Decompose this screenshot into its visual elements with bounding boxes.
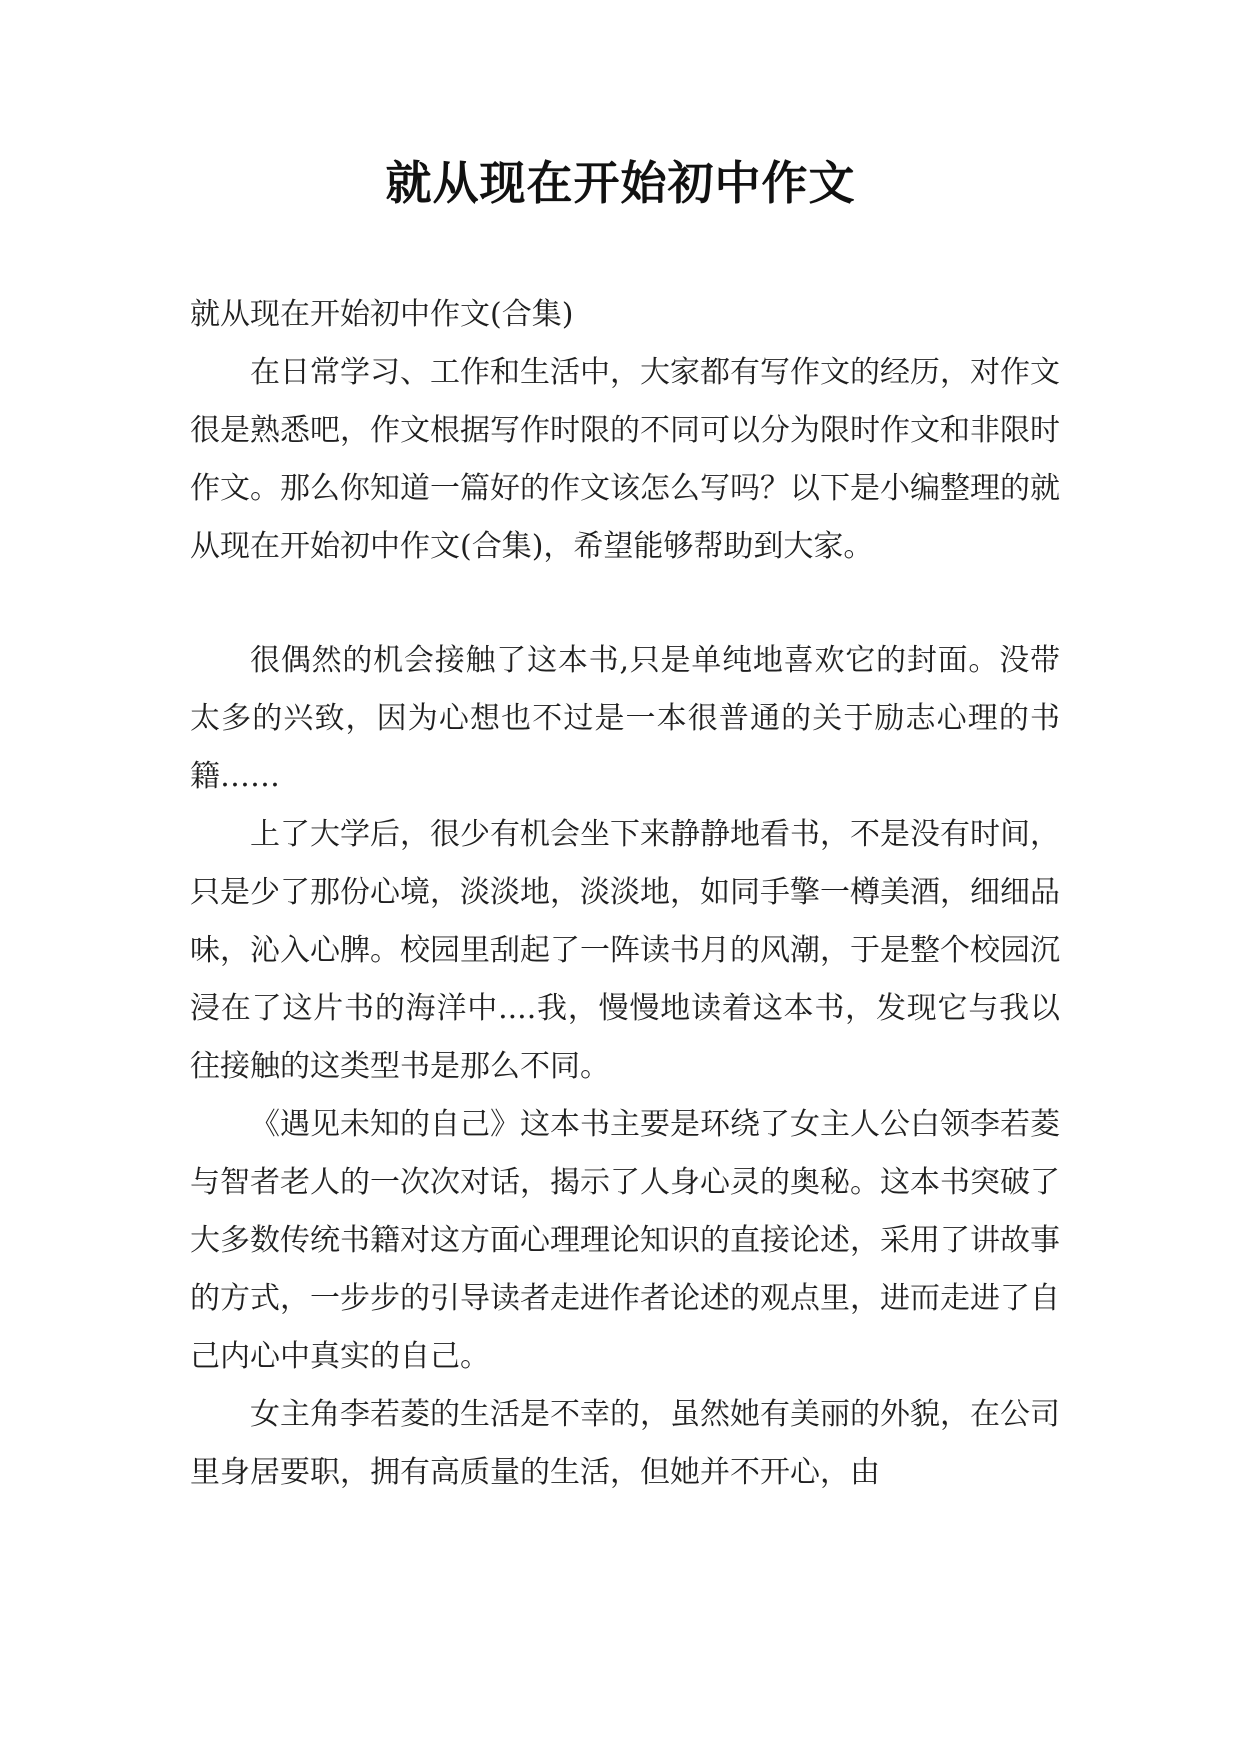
intro-paragraph: 在日常学习、工作和生活中，大家都有写作文的经历，对作文很是熟悉吧，作文根据写作时限的不同可以分为限时作文和非限时作文。那么你知道一篇好的作文该怎么写吗？以下是小编整理的就从现在开始初中作文(合集)，希望能够帮助到大家。 (190, 355, 1060, 564)
document-subtitle: 就从现在开始初中作文(合集) (190, 297, 574, 332)
document-title: 就从现在开始初中作文 (385, 156, 856, 210)
paragraph-spacer (190, 576, 1060, 632)
document-body (190, 286, 1060, 1502)
body-paragraph-3: 《遇见未知的自己》这本书主要是环绕了女主人公白领李若菱与智者老人的一次次对话，揭示了人身心灵的奥秘。这本书突破了大多数传统书籍对这方面心理理论知识的直接论述，采用了讲故事的方式，一步步的引导读者走进作者论述的观点里，进而走进了自己内心中真实的自己。 (190, 1107, 1060, 1374)
body-paragraph-4: 女主角李若菱的生活是不幸的，虽然她有美丽的外貌，在公司里身居要职，拥有高质量的生活，但她并不开心，由 (190, 1397, 1060, 1490)
body-paragraph-1: 很偶然的机会接触了这本书,只是单纯地喜欢它的封面。没带太多的兴致，因为心想也不过是一本很普通的关于励志心理的书籍…… (190, 643, 1060, 794)
body-paragraph-2: 上了大学后，很少有机会坐下来静静地看书，不是没有时间，只是少了那份心境，淡淡地，淡淡地，如同手擎一樽美酒，细细品味，沁入心脾。校园里刮起了一阵读书月的风潮，于是整个校园沉浸在了这片书的海洋中....我，慢慢地读着这本书，发现它与我以往接触的这类型书是那么不同。 (190, 817, 1060, 1084)
